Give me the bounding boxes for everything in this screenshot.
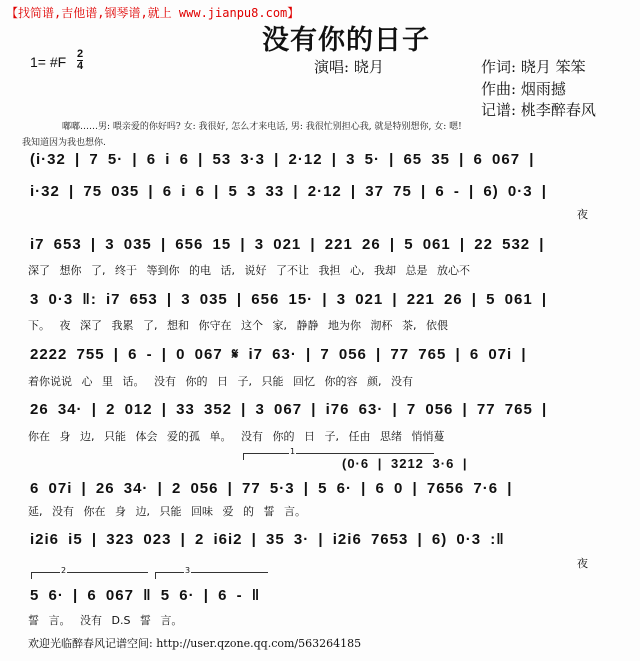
key-signature: 1= #F bbox=[30, 54, 67, 70]
volta-1-label: 1 bbox=[290, 447, 296, 456]
lyrics-line-2: 夜 bbox=[577, 208, 588, 221]
meter-bottom: 4 bbox=[77, 60, 84, 72]
lyrics-line-9: 誓 言。 没有 D.S 誓 言。 bbox=[28, 614, 183, 627]
site-banner[interactable]: 【找简谱,吉他谱,钢琴谱,就上 www.jianpu8.com】 bbox=[6, 6, 300, 20]
singer-credit: 演唱: 晓月 bbox=[314, 58, 384, 76]
composer-credit: 作曲: 烟雨撼 bbox=[481, 80, 566, 98]
meter-top: 2 bbox=[77, 48, 84, 60]
lyrics-line-3: 深了 想你 了, 终于 等到你 的电 话, 说好 了不让 我担 心, 我却 总是 放心不 bbox=[28, 264, 470, 277]
lyrics-line-8: 夜 bbox=[577, 557, 588, 570]
volta-2-label: 2 bbox=[61, 566, 67, 575]
footer-link[interactable]: 欢迎光临醉春风记谱空间: http://user.qzone.qq.com/563264185 bbox=[28, 637, 362, 650]
score-line-4: 3 0·3 ‖: i7 653 | 3 035 | 656 15· | 3 021 | 221 26 | 5 061 | bbox=[30, 291, 548, 308]
score-line-9: 5 6· | 6 067 ‖ 5 6· | 6 - ‖ bbox=[30, 587, 261, 604]
volta-2-bracket bbox=[31, 566, 148, 579]
lyrics-line-5: 着你说说 心 里 话。 没有 你的 日 子, 只能 回忆 你的容 颜, 没有 bbox=[28, 375, 413, 388]
dialog-line-1: 嘟嘟……男: 喂亲爱的你好吗? 女: 我很好, 怎么才来电话, 男: 我很忙别担心我, 就是特别想你, 女: 嗯! bbox=[62, 122, 462, 132]
score-line-1: (i·32 | 7 5· | 6 i 6 | 53 3·3 | 2·12 | 3 5· | 65 35 | 6 067 | bbox=[30, 151, 535, 168]
time-signature bbox=[77, 49, 83, 72]
lyrics-line-7: 延, 没有 你在 身 边, 只能 回味 爱 的 誓 言。 bbox=[28, 505, 306, 518]
score-line-8: i2i6 i5 | 323 023 | 2 i6i2 | 35 3· | i2i6 7653 | 6) 0·3 :‖ bbox=[30, 531, 505, 548]
score-line-3: i7 653 | 3 035 | 656 15 | 3 021 | 221 26 | 5 061 | 22 532 | bbox=[30, 236, 545, 253]
song-title: 没有你的日子 bbox=[262, 25, 430, 56]
interlude-line: (0·6 | 3212 3·6 | bbox=[342, 456, 468, 471]
volta-3-bracket bbox=[155, 566, 268, 579]
dialog-line-2: 我知道因为我也想你. bbox=[22, 138, 106, 148]
score-line-7: 6 07i | 26 34· | 2 056 | 77 5·3 | 5 6· | 6 0 | 7656 7·6 | bbox=[30, 480, 513, 497]
lyrics-line-6: 你在 身 边, 只能 体会 爱的孤 单。 没有 你的 日 子, 任由 思绪 悄悄蔓 bbox=[28, 430, 445, 443]
lyrics-line-4: 下。 夜 深了 我累 了, 想和 你守在 这个 家, 静静 地为你 沏杯 茶, 依偎 bbox=[28, 319, 448, 332]
score-line-2: i·32 | 75 035 | 6 i 6 | 5 3 33 | 2·12 | 37 75 | 6 - | 6) 0·3 | bbox=[30, 183, 547, 200]
volta-3-label: 3 bbox=[185, 566, 191, 575]
transcriber-credit: 记谱: 桃李醉春风 bbox=[481, 101, 596, 119]
score-line-5: 2222 755 | 6 - | 0 067 𝄋 i7 63· | 7 056 | 77 765 | 6 07i | bbox=[30, 346, 527, 363]
lyricist-credit: 作词: 晓月 笨笨 bbox=[481, 58, 586, 76]
score-line-6: 26 34· | 2 012 | 33 352 | 3 067 | i76 63· | 7 056 | 77 765 | bbox=[30, 401, 548, 418]
